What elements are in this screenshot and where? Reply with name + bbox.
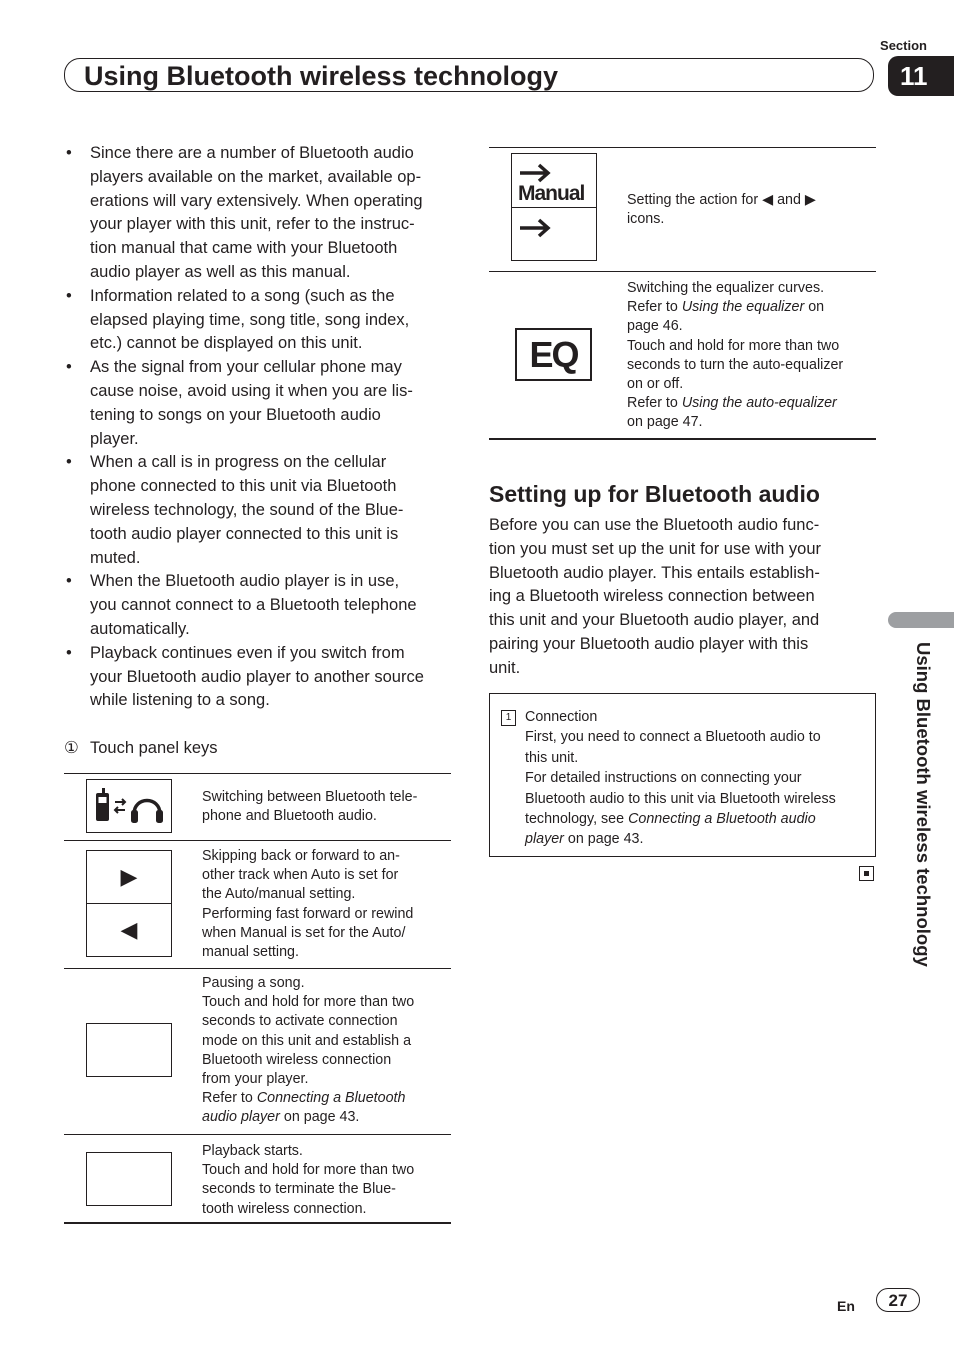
bullet-item — [64, 451, 452, 570]
play-description: Playback starts. Touch and hold for more than two seconds to terminate the Blue- tooth wireless connection. — [202, 1143, 415, 1217]
touch-keys-table — [64, 773, 451, 1224]
table-row-play — [64, 1135, 451, 1222]
touch-panel-keys-text: Touch panel keys — [90, 739, 218, 757]
bullet-line: audio player as well as this manual. — [90, 262, 351, 281]
switch-description: Switching between Bluetooth tele- phone and Bluetooth audio. — [202, 789, 418, 825]
cross-reference-link: player — [525, 831, 564, 848]
cross-reference-link: Using the auto-equalizer — [681, 395, 837, 412]
step-number: 1 — [501, 710, 516, 726]
switch-source-key[interactable] — [86, 779, 172, 833]
skip-description: Skipping back or forward to an- other track when Auto is set for the Auto/manual setting. Performing fast forward or rewind when Manual is set for the Auto/ manual setting. — [202, 848, 414, 961]
bullet-item — [64, 570, 452, 641]
table-row-eq — [489, 272, 876, 438]
manual-description: Setting the action for ◀ and ▶ icons. — [627, 192, 816, 228]
bullet-line: while listening to a song. — [90, 691, 270, 710]
bullet-line: Since there are a number of Bluetooth audio — [90, 144, 414, 162]
bullet-line: tion manual that came with your Bluetooth — [90, 239, 398, 258]
bullet-line: Playback continues even if you switch from — [90, 643, 405, 662]
page-number: 27 — [876, 1288, 920, 1312]
bullet-line: Information related to a song (such as the — [90, 286, 395, 305]
bullet-line: As the signal from your cellular phone may — [90, 358, 402, 377]
arrow-right-icon — [518, 162, 554, 184]
table-row-switch — [64, 774, 451, 841]
setup-paragraph: Before you can use the Bluetooth audio func- tion you must set up the unit for use with your Bluetooth audio player. This entails establish- ing a Bluetooth wireless connection between this unit and your Bluetooth audio player, and pairing your Bluetooth audio player with this unit. — [489, 516, 822, 677]
cross-reference-link: Connecting a Bluetooth audio — [628, 811, 816, 828]
bullet-list — [64, 142, 452, 713]
skip-back-button[interactable] — [86, 903, 172, 957]
bullet-line: you cannot connect to a Bluetooth telephone — [90, 596, 417, 615]
manual-key[interactable] — [511, 153, 597, 261]
bullet-item — [64, 285, 452, 356]
bullet-line: tening to songs on your Bluetooth audio — [90, 405, 381, 424]
table-row-skip — [64, 841, 451, 969]
bullet-line: muted. — [90, 548, 141, 567]
bullet-line: tooth audio player connected to this unit is — [90, 524, 399, 543]
play-button[interactable] — [86, 1152, 172, 1206]
bullet-line: etc.) cannot be displayed on this unit. — [90, 334, 363, 353]
bullet-line: cause noise, avoid using it when you are lis- — [90, 381, 413, 400]
eq-description: Switching the equalizer curves. Refer to Using the equalizer on page 46. Touch and hold for more than two seconds to turn the auto-equalizer on or off. Refer to Using the auto-equalizer on page 47. — [627, 280, 844, 431]
arrow-right-icon — [518, 217, 554, 239]
bullet-line: players available on the market, available op- — [90, 167, 422, 186]
bullet-line: automatically. — [90, 619, 190, 638]
bullet-dot: • — [66, 358, 72, 377]
section-heading: Setting up for Bluetooth audio — [489, 481, 820, 507]
bullet-line: elapsed playing time, song title, song index, — [90, 310, 410, 329]
phone-headphone-icon — [87, 780, 170, 831]
connection-step-text: Connection First, you need to connect a Bluetooth audio to this unit. For detailed instructions on connecting your Bluetooth audio to this unit via Bluetooth wireless technology, see Connecting a Bluetooth audio player on page 43. — [525, 709, 836, 848]
bullet-line: When a call is in progress on the cellular — [90, 453, 387, 472]
bullet-line: When the Bluetooth audio player is in use, — [90, 572, 400, 591]
table-row-pause — [64, 969, 451, 1135]
cross-reference-link: Connecting a Bluetooth — [256, 1090, 406, 1107]
touch-panel-keys-label — [64, 737, 218, 759]
bullet-line: player. — [90, 429, 139, 448]
bullet-item — [64, 356, 452, 451]
section-number-badge: 11 — [888, 56, 954, 96]
pause-description: Pausing a song. Touch and hold for more than two seconds to activate connection mode on this unit and establish a Bluetooth wireless connection from your player. Refer to Connecting a Bluetooth audio player on page 43. — [202, 975, 415, 1126]
language-label: En — [837, 1298, 855, 1314]
bullet-line: your Bluetooth audio player to another source — [90, 667, 424, 686]
bullet-dot: • — [66, 453, 72, 472]
eq-key[interactable] — [515, 328, 592, 381]
bullet-item — [64, 142, 452, 285]
pause-button[interactable] — [86, 1023, 172, 1077]
manual-label: Manual — [518, 182, 585, 205]
bullet-line: phone connected to this unit via Bluetooth — [90, 477, 397, 496]
page-title: Using Bluetooth wireless technology — [84, 61, 559, 91]
table-row-manual — [489, 148, 876, 272]
eq-label: EQ — [529, 333, 578, 375]
function-keys-table — [489, 147, 876, 440]
play-triangle-icon: ▶ — [120, 864, 138, 889]
cross-reference-link: Using the equalizer — [681, 299, 805, 316]
bullet-dot: • — [66, 643, 72, 662]
skip-forward-button[interactable] — [86, 850, 172, 904]
end-of-section-icon — [859, 866, 874, 881]
bullet-line: your player with this unit, refer to the instruc- — [90, 215, 415, 234]
section-label: Section — [880, 38, 927, 53]
bullet-line: erations will vary extensively. When operating — [90, 191, 423, 210]
side-tab-marker — [888, 612, 954, 628]
bullet-line: wireless technology, the sound of the Blue- — [90, 500, 404, 519]
bullet-item — [64, 642, 452, 713]
reverse-triangle-icon: ◀ — [120, 917, 138, 942]
item-number: ① — [64, 739, 79, 757]
side-tab-label: Using Bluetooth wireless technology — [913, 642, 934, 967]
step-title: Connection — [525, 709, 598, 725]
cross-reference-link: audio player — [202, 1109, 280, 1126]
bullet-dot: • — [66, 286, 72, 305]
bullet-dot: • — [66, 572, 72, 591]
bullet-dot: • — [66, 144, 72, 162]
